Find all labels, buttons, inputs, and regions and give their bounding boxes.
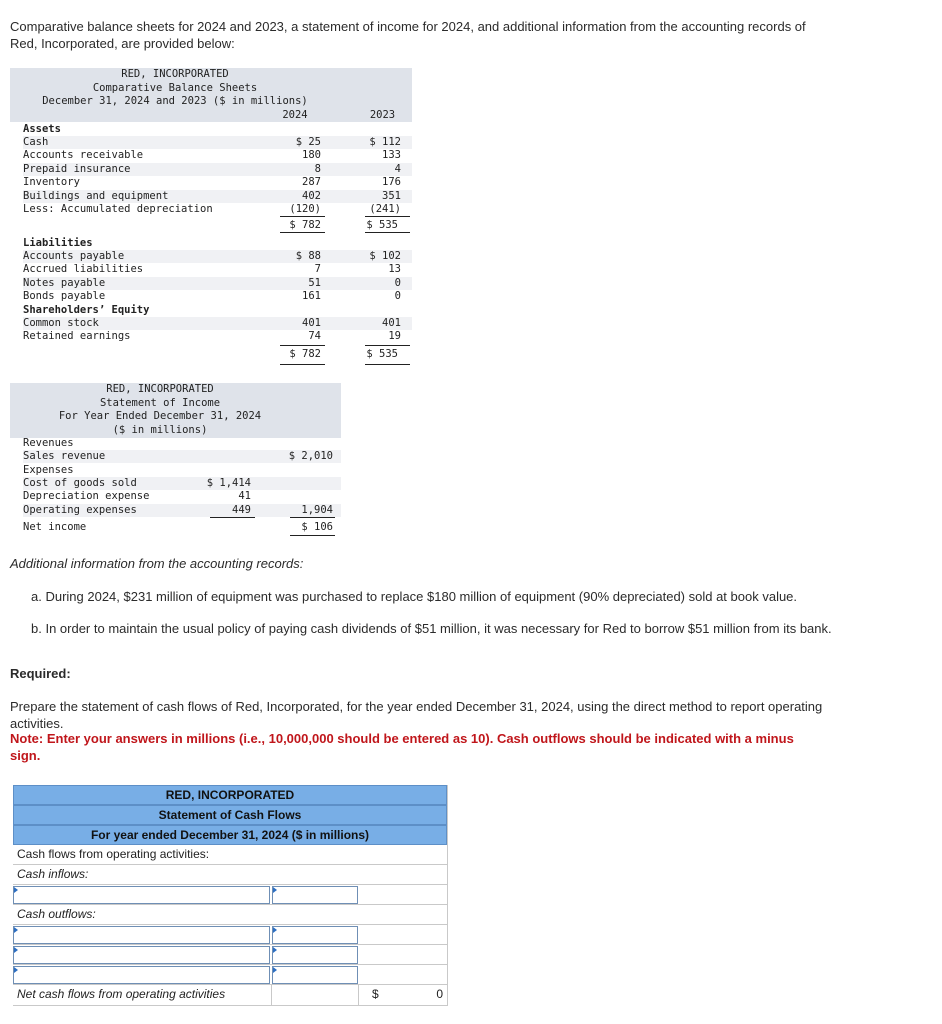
- equity-2023-value: 401: [382, 317, 401, 329]
- cf-period: For year ended December 31, 2024 ($ in millions): [90, 828, 370, 842]
- cf-row-inflow-1: [13, 885, 447, 905]
- liability-2023-value: $ 102: [369, 250, 401, 262]
- cf-outflow-3-label-input[interactable]: [13, 966, 270, 984]
- input-flag-icon: [14, 927, 18, 933]
- liability-2023-value: 0: [394, 290, 401, 303]
- input-flag-icon: [273, 927, 277, 933]
- cf-net-currency: $: [372, 987, 379, 1001]
- asset-2023-value: 351: [382, 189, 401, 202]
- cf-outflow-3-amount-input[interactable]: [272, 966, 358, 984]
- additional-heading: Additional information from the accounting records:: [10, 556, 304, 571]
- expense-label: Cost of goods sold: [23, 477, 137, 489]
- net-income-label: Net income: [23, 521, 87, 533]
- equity-heading: Shareholders’ Equity: [23, 304, 150, 316]
- equity-label: Common stock: [23, 317, 99, 329]
- asset-2024-value: 180: [302, 149, 321, 162]
- cf-row-inflows: [13, 865, 447, 885]
- sales-revenue-label: Sales revenue: [23, 450, 106, 462]
- cf-header-title: [13, 805, 447, 825]
- is-company: RED, INCORPORATED: [106, 383, 214, 395]
- expense-value: $ 1,414: [206, 477, 251, 489]
- asset-2023-value: 4: [394, 162, 401, 175]
- liability-2024-value: 7: [314, 263, 321, 276]
- input-flag-icon: [273, 967, 277, 973]
- cf-outflow-2-amount-input[interactable]: [272, 946, 358, 964]
- asset-2023-value: 133: [382, 149, 401, 162]
- cf-header-period: [13, 825, 447, 845]
- liability-label: Bonds payable: [23, 290, 106, 303]
- asset-2024-value: 287: [302, 176, 321, 189]
- cf-outflow-1-label-input[interactable]: [13, 926, 270, 944]
- liability-label: Notes payable: [23, 276, 106, 289]
- assets-heading: Assets: [23, 123, 61, 135]
- assets-total-2023: $ 535: [366, 219, 398, 231]
- cf-row-outflow-2: [13, 945, 447, 965]
- required-text: Prepare the statement of cash flows of Red, Incorporated, for the year ended December 31, 2024, using the direct method to report operating activities.: [10, 699, 823, 731]
- asset-label: Buildings and equipment: [23, 189, 169, 202]
- intro-text: Comparative balance sheets for 2024 and 2023, a statement of income for 2024, and additional information from the accounting records of Red, Incorporated, are provided below:: [10, 19, 806, 51]
- liability-2024-value: 51: [308, 276, 321, 289]
- equity-2024-value: 401: [302, 317, 321, 329]
- cf-inflow-1-amount-input[interactable]: [272, 886, 358, 904]
- cf-inflows-label: Cash inflows:: [17, 867, 89, 881]
- equity-2024-value: 74: [308, 330, 321, 343]
- cf-row-operating: [13, 845, 447, 865]
- cf-outflow-1-amount-input[interactable]: [272, 926, 358, 944]
- bs-date: December 31, 2024 and 2023 ($ in millions): [42, 95, 308, 107]
- cf-operating-label: Cash flows from operating activities:: [17, 847, 210, 861]
- liability-label: Accrued liabilities: [23, 263, 144, 276]
- required-note: Note: Enter your answers in millions (i.e., 10,000,000 should be entered as 10). Cash outflows should be indicated with a minus sign.: [10, 731, 794, 763]
- liability-2023-value: 13: [388, 263, 401, 276]
- bs-company: RED, INCORPORATED: [121, 68, 229, 80]
- asset-label: Prepaid insurance: [23, 162, 131, 175]
- is-units: ($ in millions): [112, 423, 208, 436]
- cf-header-company: [13, 785, 447, 805]
- equity-label: Retained earnings: [23, 330, 131, 343]
- input-flag-icon: [14, 947, 18, 953]
- cf-net-label: Net cash flows from operating activities: [17, 987, 226, 1001]
- liability-label: Accounts payable: [23, 250, 125, 262]
- expense-value: 41: [238, 490, 251, 503]
- additional-item-a: a. During 2024, $231 million of equipment was purchased to replace $180 million of equipment (90% depreciated) sold at book value.: [31, 589, 798, 604]
- asset-2024-value: 8: [314, 162, 321, 175]
- cf-row-blank: [13, 905, 447, 925]
- expenses-total: 1,904: [301, 504, 333, 516]
- cf-net-value: 0: [436, 987, 443, 1001]
- revenues-heading: Revenues: [23, 437, 74, 449]
- asset-label: Cash: [23, 136, 49, 148]
- income-statement: [10, 383, 345, 538]
- additional-item-b: b. In order to maintain the usual policy of paying cash dividends of $51 million, it was necessary for Red to borrow $51 million from its bank.: [31, 621, 832, 636]
- le-total-2023: $ 535: [366, 348, 398, 360]
- asset-2024-value: $ 25: [295, 136, 321, 148]
- asset-label: Less: Accumulated depreciation: [23, 203, 213, 215]
- balance-sheet: [10, 68, 412, 368]
- liability-2024-value: $ 88: [295, 250, 321, 262]
- sales-revenue-value: $ 2,010: [288, 450, 333, 462]
- is-title: Statement of Income: [99, 396, 221, 409]
- net-income-value: $ 106: [301, 521, 333, 533]
- bs-col-2023: 2023: [369, 109, 396, 121]
- cf-row-net: [13, 985, 447, 1006]
- input-flag-icon: [14, 967, 18, 973]
- input-flag-icon: [14, 887, 18, 893]
- expenses-heading: Expenses: [23, 464, 74, 476]
- asset-2024-value: 402: [302, 189, 321, 202]
- asset-label: Inventory: [23, 176, 80, 189]
- input-flag-icon: [273, 947, 277, 953]
- cf-row-outflow-1: [13, 925, 447, 945]
- expense-label: Operating expenses: [23, 503, 137, 516]
- bs-col-2024: 2024: [282, 109, 308, 121]
- liabilities-heading: Liabilities: [23, 237, 93, 249]
- asset-label: Accounts receivable: [23, 149, 144, 162]
- asset-2023-value: $ 112: [369, 136, 401, 148]
- cf-outflow-2-label-input[interactable]: [13, 946, 270, 964]
- cf-inflow-1-label-input[interactable]: [13, 886, 270, 904]
- asset-2023-value: (241): [369, 203, 401, 215]
- cf-title: Statement of Cash Flows: [158, 808, 302, 822]
- liability-2024-value: 161: [302, 290, 321, 303]
- is-period: For Year Ended December 31, 2024: [58, 410, 262, 422]
- le-total-2024: $ 782: [289, 348, 321, 360]
- expense-label: Depreciation expense: [23, 490, 150, 503]
- bs-title: Comparative Balance Sheets: [92, 81, 258, 94]
- cf-company: RED, INCORPORATED: [165, 788, 295, 802]
- expense-value: 449: [232, 503, 251, 516]
- equity-2023-value: 19: [388, 330, 401, 343]
- cf-row-outflow-3: [13, 965, 447, 985]
- required-heading: Required:: [10, 666, 71, 681]
- assets-total-2024: $ 782: [289, 219, 321, 231]
- cf-outflows-label: Cash outflows:: [17, 907, 96, 921]
- input-flag-icon: [273, 887, 277, 893]
- asset-2023-value: 176: [382, 176, 401, 189]
- asset-2024-value: (120): [289, 203, 321, 215]
- liability-2023-value: 0: [394, 276, 401, 289]
